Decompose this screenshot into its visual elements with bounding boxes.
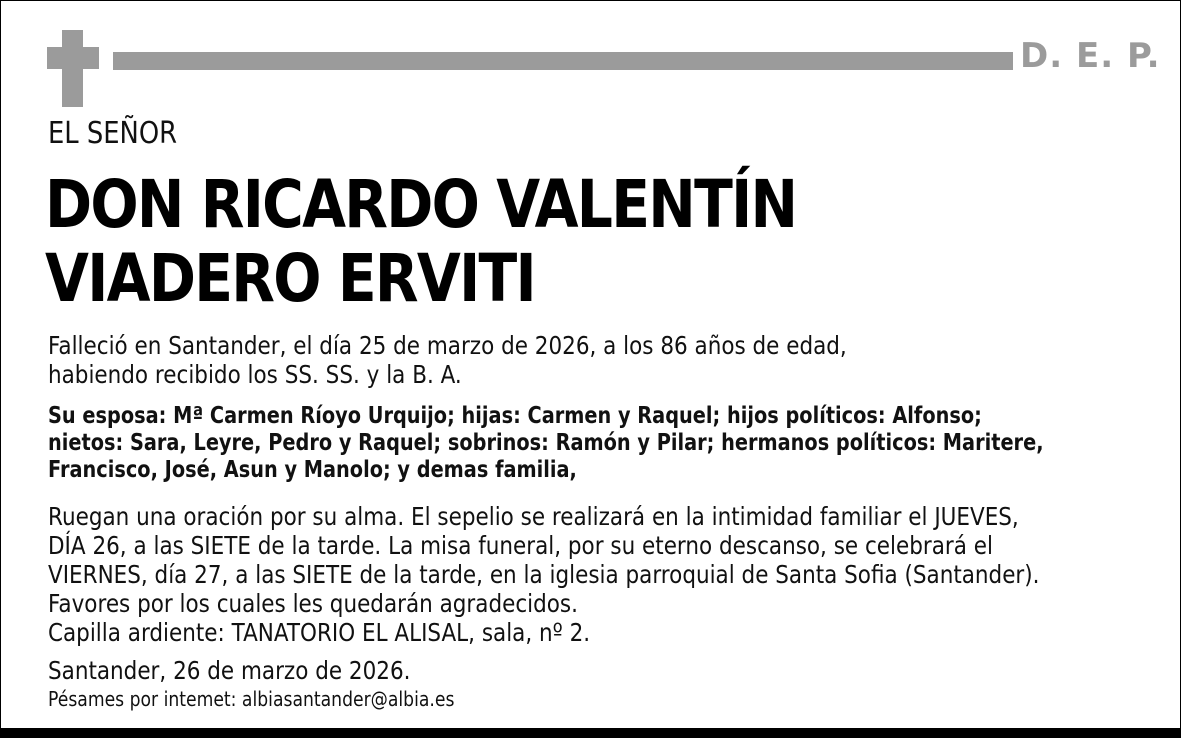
name-line-2: VIADERO ERVITI — [45, 240, 535, 317]
family-line: Francisco, José, Asun y Manolo; y demas familia, — [48, 457, 577, 483]
place-date: Santander, 26 de marzo de 2026. — [48, 656, 411, 685]
family-line: nietos: Sara, Leyre, Pedro y Raquel; sobrinos: Ramón y Pilar; hermanos políticos: Maritere, — [48, 430, 1044, 456]
service-paragraph — [48, 502, 1039, 647]
death-line: Falleció en Santander, el día 25 de marzo de 2026, a los 86 años de edad, — [48, 331, 847, 360]
service-line: Favores por los cuales les quedarán agradecidos. — [48, 589, 578, 618]
cross-icon-bar — [47, 47, 99, 69]
title-label: EL SEÑOR — [48, 116, 178, 151]
condolences-line: Pésames por intemet: albiasantander@albia.es — [48, 687, 455, 711]
header-rule — [113, 52, 1013, 70]
family-line: Su esposa: Mª Carmen Ríoyo Urquijo; hijas: Carmen y Raquel; hijos políticos: Alfonso; — [48, 403, 982, 429]
death-line: habiendo recibido los SS. SS. y la B. A. — [48, 360, 462, 389]
bottom-band — [0, 728, 1181, 738]
service-line: DÍA 26, a las SIETE de la tarde. La misa funeral, por su eterno descanso, se celebrará el — [48, 531, 993, 560]
service-line: Capilla ardiente: TANATORIO EL ALISAL, sala, nº 2. — [48, 618, 591, 647]
service-line: Ruegan una oración por su alma. El sepelio se realizará en la intimidad familiar el JUEVES, — [48, 502, 1019, 531]
name-line-1: DON RICARDO VALENTÍN — [45, 166, 797, 243]
deceased-name — [45, 168, 796, 316]
dep-heading: D. E. P. — [1020, 36, 1161, 76]
service-line: VIERNES, día 27, a las SIETE de la tarde, en la iglesia parroquial de Santa Sofia (Santander). — [48, 560, 1040, 589]
death-paragraph — [48, 331, 847, 389]
family-paragraph — [48, 403, 1044, 484]
